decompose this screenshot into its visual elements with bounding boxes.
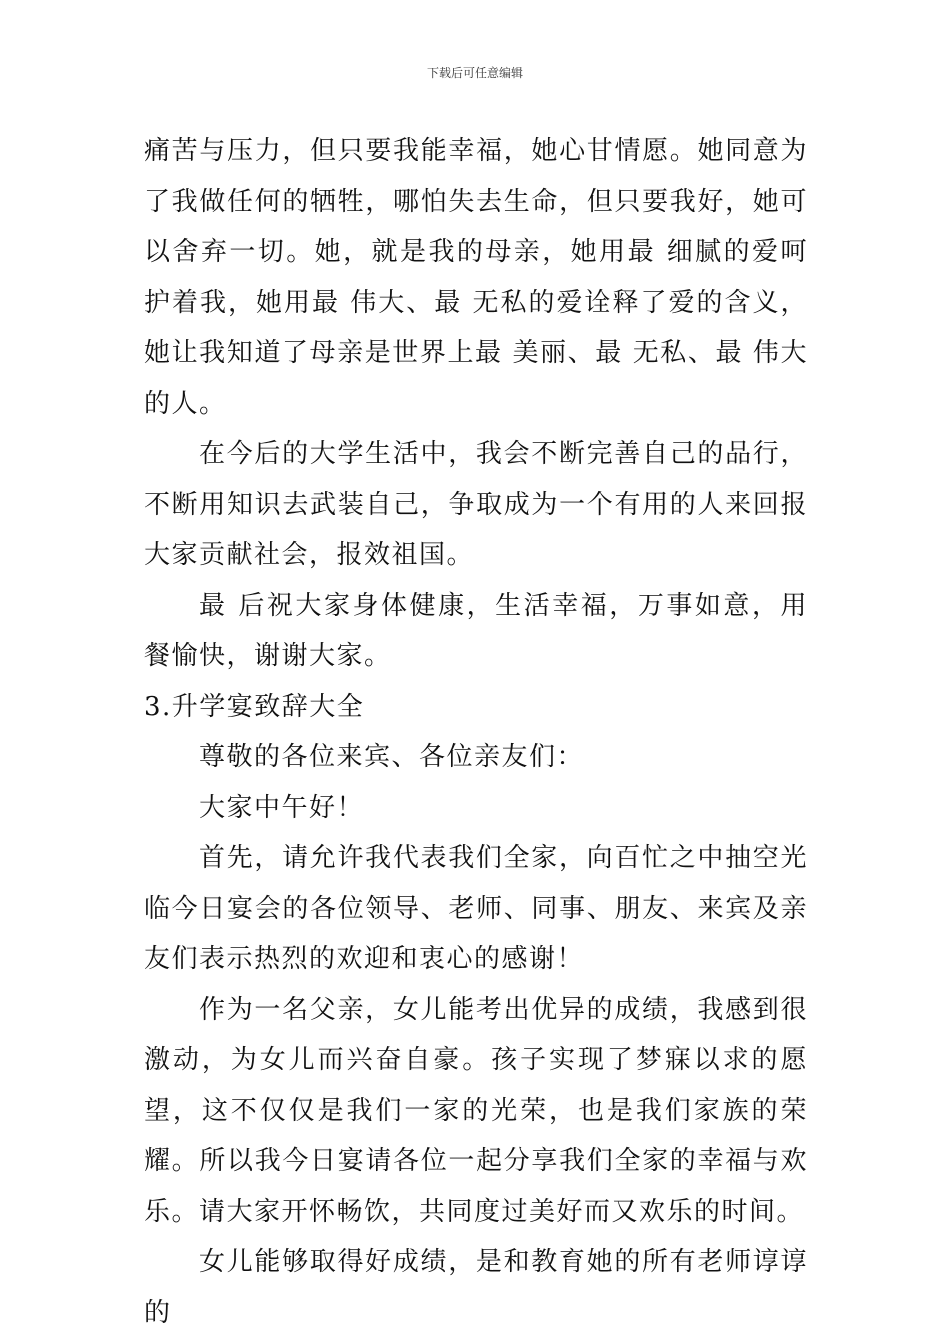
- paragraph: 尊敬的各位来宾、各位亲友们：: [199, 742, 585, 772]
- paragraph: 首先，请允许我代表我们全家，向百忙之中抽空光临今日宴会的各位领导、老师、同事、朋友、来宾及亲友们表示热烈的欢迎和衷心的感谢！: [144, 843, 808, 974]
- paragraph: 痛苦与压力，但只要我能幸福，她心甘情愿。她同意为了我做任何的牺牲，哪怕失去生命，但只要我好，她可以舍弃一切。她，就是我的母亲，她用最 细腻的爱呵护着我，她用最 伟大、最 无私的爱诠释了爱的含义，她让我知道了母亲是世界上最 美丽、最 无私、最 伟大的人。: [144, 136, 808, 419]
- paragraph: 大家中午好！: [199, 792, 365, 823]
- paragraph: 女儿能够取得好成绩，是和教育她的所有老师谆谆的: [144, 1247, 808, 1328]
- section-heading: 3.升学宴致辞大全: [144, 691, 365, 722]
- paragraph: 作为一名父亲，女儿能考出优异的成绩，我感到很激动，为女儿而兴奋自豪。孩子实现了梦寐以求的愿望，这不仅仅是我们一家的光荣，也是我们家族的荣耀。所以我今日宴请各位一起分享我们全家的幸福与欢乐。请大家开怀畅饮，共同度过美好而又欢乐的时间。: [144, 994, 808, 1227]
- document-body: [144, 126, 808, 1338]
- paragraph: 在今后的大学生活中，我会不断完善自己的品行，不断用知识去武装自己，争取成为一个有用的人来回报大家贡献社会，报效祖国。: [144, 439, 808, 570]
- page-header: 下载后可任意编辑: [426, 66, 523, 80]
- paragraph: 最 后祝大家身体健康，生活幸福，万事如意，用餐愉快，谢谢大家。: [144, 590, 808, 671]
